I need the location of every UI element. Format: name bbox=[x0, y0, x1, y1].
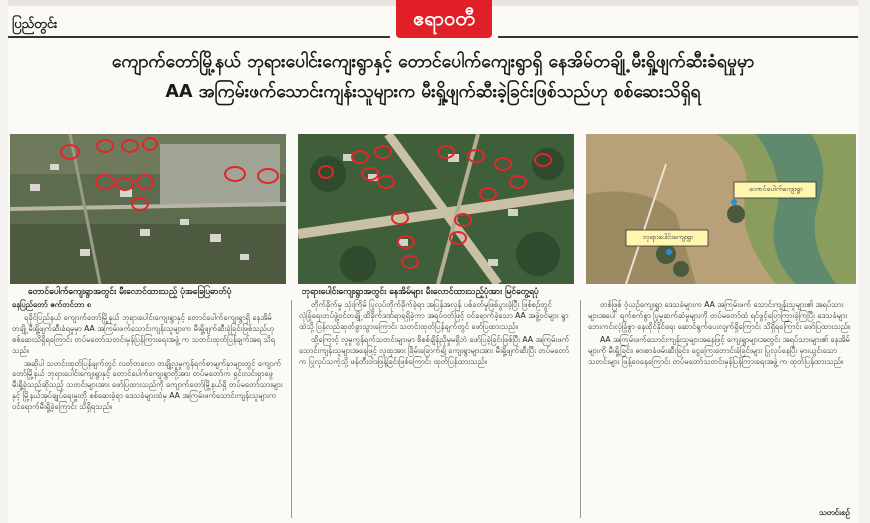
photo-caption-2: ဘုရားပေါင်းကျေးရွာအတွင်း နေအိမ်များ မီးလောင်ထားသည့်ပုံအား မြင်တွေ့ရပုံ bbox=[302, 287, 539, 297]
article-column-3 bbox=[588, 300, 852, 369]
newspaper-page bbox=[8, 0, 858, 523]
aerial-photo-payapaung bbox=[298, 134, 574, 284]
article-paragraph: ရခိုင်ပြည်နယ် ကျောက်တော်မြို့နယ် ဘုရားပေါင်းကျေးရွာနှင့် တောင်ပေါက်ကျေးရွာရှိ နေအိမ်တချို့ မီးရှို့ဖျက်ဆီးခံရမှုမှာ AA အကြမ်းဖက်သောင်းကျန်းသူများက မီးရှို့ဖျက်ဆီးခဲ့ခြင်းဖြစ်သည်ဟု စစ်ဆေးသိရှိရကြောင်း တပ်မတော်သတင်းမှန်ပြန်ကြားရေးအဖွဲ့ က သတင်းထုတ်ပြန်ချက်အရ သိရသည်။ bbox=[12, 312, 275, 355]
article-byline: နေပြည်တော် ဇက်တင်ဘာ ၈ bbox=[12, 300, 92, 309]
headline-line-2: AA အကြမ်းဖက်သောင်းကျန်းသူများက မီးရှို့ဖျက်ဆီးခဲ့ခြင်းဖြစ်သည်ဟု စစ်ဆေးသိရှိရ bbox=[165, 82, 701, 102]
article-column-1 bbox=[12, 300, 284, 415]
map-label-taungpauk: တောင်ပေါက်ကျေးရွာ bbox=[749, 185, 803, 193]
aerial-photo-taungpauk bbox=[10, 134, 286, 284]
article-paragraph: တိုက်ခိုက်မှု သုံးကြိမ် ပြုလုပ်တိုက်ခိုက်ခဲ့ရာ အပြန်အလှန် ပစ်ခတ်မှုဖြစ်ပွားခဲ့ပြီး ဖြစ်စဉ်တွင် လုံခြုံရေးတပ်ဖွဲ့ဝင်တချို့ ထိခိုက်ဒဏ်ရာရရှိခဲ့ကာ အရပ်ဝတ်ဖြင့် ဝင်ရောက်ခဲ့သော AA အဖွဲ့ဝင်များ ရွာထဲသို့ ပြန်လည်ဆုတ်ခွာသွားကြောင်း သတင်းထုတ်ပြန်ချက်တွင် ဖော်ပြထားသည်။ bbox=[299, 300, 569, 331]
column-divider bbox=[580, 300, 581, 518]
map-label-payapaung: ဘုရားပေါင်းကျေးရွာ bbox=[642, 233, 694, 241]
masthead-logo: ဧရာဝတီ bbox=[396, 0, 492, 38]
header-rule-left bbox=[8, 36, 390, 38]
photo-caption-1: တောင်ပေါက်ကျေးရွာအတွင်း မီးလောင်ထားသည့် ပုံအခြေပြဓာတ်ပုံ bbox=[28, 287, 232, 297]
article-paragraph: ထို့ကြောင့် လူမှုကွန်ရက်သတင်းများမှာ စိစစ်ချိန်ညှိမှုမရှိဘဲ ဖော်ပြခဲ့ခြင်းဖြစ်ပြီး AA အကြမ်းဖက်သောင်းကျန်းသူများအနေဖြင့် လူထုအား ခြိမ်းခြောက်၍ ကျေးရွာများအား မီးရှို့ဖျက်ဆီးပြီး တပ်မတော်က ပြုလုပ်သကဲ့သို့ ဖန်တီးဝါဒဖြန့်ခြင်းဖြစ်ကြောင်း ထုတ်ပြန်ထားသည်။ bbox=[299, 334, 570, 366]
article-paragraph: အဆိုပါ သတင်းထုတ်ပြန်ချက်တွင် လတ်တလော တချို့လူမှုကွန်ရက်စာမျက်နှာများတွင် ကျောက်တော်မြို့နယ် ဘုရားပေါင်းကျေးရွာနှင့် တောင်ပေါက်ကျေးရွာတို့အား တပ်မတော်က ရှင်းလင်းရှာဖွေ မီးရှို့ခဲ့သည်ဆိုသည့် သတင်းများအား ဖော်ပြထားသည်ကို ကျောက်တော်မြို့နယ်ရှိ တပ်မတော်သားများနှင့် မြို့နယ်အုပ်ချုပ်ရေးမှူးတို့ စစ်ဆေးခဲ့ရာ ဒေသခံများထံမှ AA အကြမ်းဖက်သောင်းကျန်းသူများက ဝင်ရောက်မီးရှို့ခဲ့ကြောင်း သိရှိရသည်။ bbox=[12, 358, 283, 412]
article-paragraph: AA အကြမ်းဖက်သောင်းကျန်းသူများအနေဖြင့် ကျေးရွာများအတွင်း အရပ်သားများ၏ နေအိမ်များကို မီးရှို့ခြင်း၊ ဓားစာခံဖမ်းဆီးခြင်း၊ ငွေကြေးတောင်းခံခြင်းများ ပြုလုပ်နေပြီး မှားယွင်းသောသတင်းများ ဖြန့်ဝေနေကြောင်း တပ်မတော်သတင်းမှန်ပြန်ကြားရေးအဖွဲ့ က ထုတ်ပြန်ထားသည်။ bbox=[588, 334, 850, 366]
header-rule-right bbox=[498, 36, 858, 38]
article-column-2 bbox=[299, 300, 573, 369]
section-label: ပြည်တွင်း bbox=[12, 17, 58, 32]
headline-line-1: ကျောက်တော်မြို့နယ် ဘုရားပေါင်းကျေးရွာနှင့် တောင်ပေါက်ကျေးရွာရှိ နေအိမ်တချို့ မီးရှို့ဖျက်ဆီးခံရမှုမှာ bbox=[111, 52, 755, 72]
satellite-map-photo bbox=[586, 134, 856, 284]
article-signoff: သတင်းစဉ် bbox=[819, 508, 850, 517]
column-divider bbox=[291, 300, 292, 518]
article-paragraph: တစ်ဖြစ် ဝံ့ယဉ်ကျေးရွာ ဒေသခံများက AA အကြမ်းဖက် သောင်းကျန်းသူများ၏ အရပ်သားများအပေါ် ရက်စက်စွာ ပြုမူဆက်ဆံမှုများကို တပ်မတော်ထံ ရင်ဖွင့်ပြောကြားခဲ့ကြပြီး ဒေသခံများ ဘေးကင်းလုံခြုံစွာ နေထိုင်နိုင်ရေး ဆောင်ရွက်ပေးလျက်ရှိကြောင်း သိရှိရကြောင်း ဖော်ပြထားသည်။ bbox=[588, 300, 851, 331]
